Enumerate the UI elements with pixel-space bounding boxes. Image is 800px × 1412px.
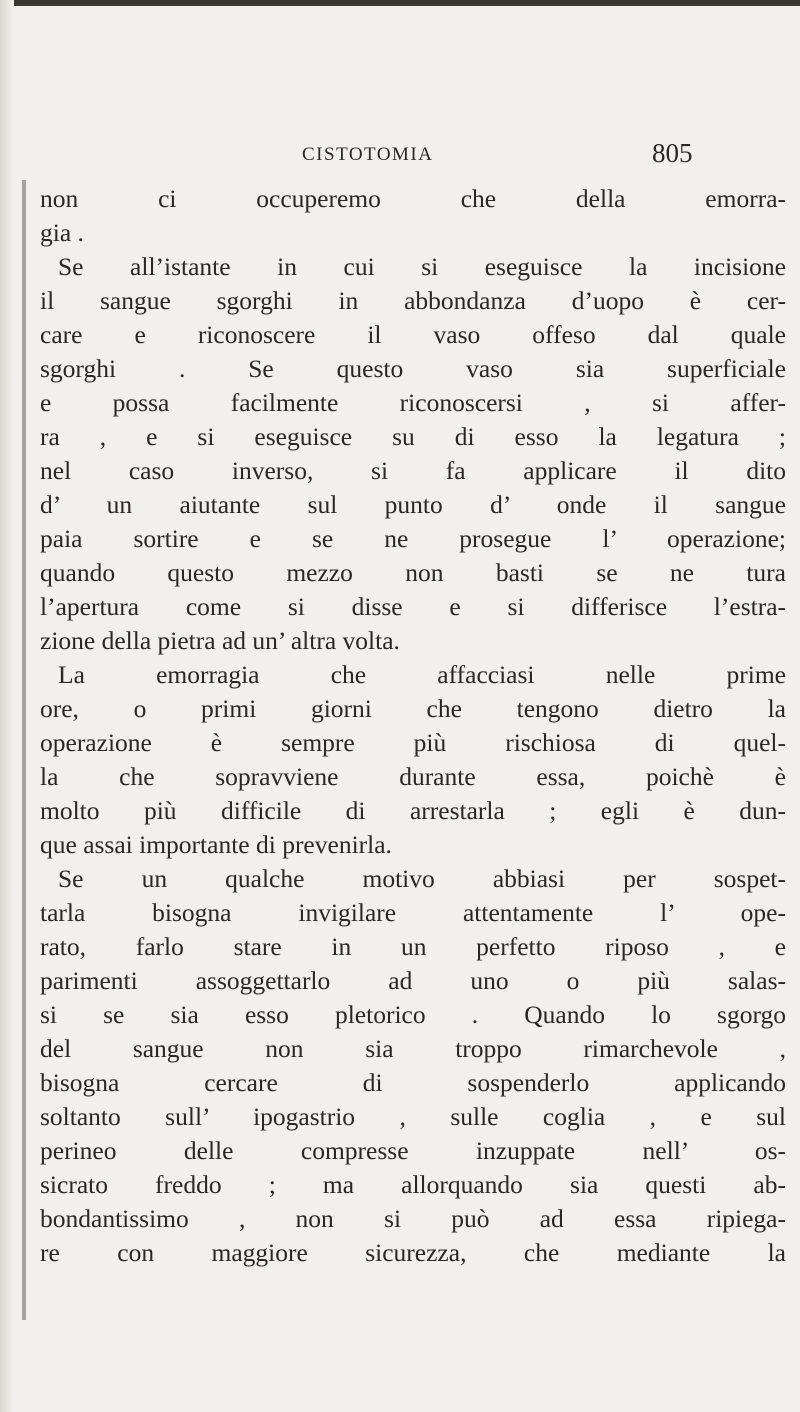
text-line: ore, o primi giorni che tengono dietro la (40, 694, 786, 723)
text-line: nel caso inverso, si fa applicare il dito (40, 456, 786, 485)
text-line: non ci occuperemo che della emorra- (40, 184, 786, 213)
running-head: CISTOTOMIA (302, 144, 434, 165)
text-line: ra , e si eseguisce su di esso la legatura ; (40, 422, 786, 451)
text-line: la che sopravviene durante essa, poichè è (40, 762, 786, 791)
text-line: bisogna cercare di sospenderlo applicando (40, 1068, 786, 1097)
text-line: molto più difficile di arrestarla ; egli è dun- (40, 796, 786, 825)
text-line: l’apertura come si disse e si differisce l’estra- (40, 592, 786, 621)
text-line: sgorghi . Se questo vaso sia superficiale (40, 354, 786, 383)
text-line: e possa facilmente riconoscersi , si affer- (40, 388, 786, 417)
text-line: perineo delle compresse inzuppate nell’ os- (40, 1136, 786, 1165)
text-line: operazione è sempre più rischiosa di quel- (40, 728, 786, 757)
body-text (40, 182, 786, 1270)
text-line: parimenti assoggettarlo ad uno o più salas- (40, 966, 786, 995)
text-line: care e riconoscere il vaso offeso dal quale (40, 320, 786, 349)
text-line: si se sia esso pletorico . Quando lo sgorgo (40, 1000, 786, 1029)
text-line: Se un qualche motivo abbiasi per sospet- (58, 864, 786, 893)
text-line: Se all’istante in cui si eseguisce la incisione (58, 252, 786, 281)
text-line: tarla bisogna invigilare attentamente l’ ope- (40, 898, 786, 927)
text-line: d’ un aiutante sul punto d’ onde il sangue (40, 490, 786, 519)
page-binding-edge (0, 0, 14, 1412)
text-line: rato, farlo stare in un perfetto riposo , e (40, 932, 786, 961)
text-line: zione della pietra ad un’ altra volta. (40, 626, 400, 655)
text-line: quando questo mezzo non basti se ne tura (40, 558, 786, 587)
page-header (0, 138, 800, 174)
text-line: il sangue sgorghi in abbondanza d’uopo è cer- (40, 286, 786, 315)
page-number: 805 (652, 138, 693, 168)
text-line: paia sortire e se ne prosegue l’ operazione; (40, 524, 786, 553)
text-line: sicrato freddo ; ma allorquando sia questi ab- (40, 1170, 786, 1199)
text-line: gia . (40, 218, 84, 247)
page-top-edge (0, 0, 800, 6)
text-line: bondantissimo , non si può ad essa ripiega- (40, 1204, 786, 1233)
text-line: del sangue non sia troppo rimarchevole , (40, 1034, 786, 1063)
text-line: re con maggiore sicurezza, che mediante la (40, 1238, 786, 1267)
text-line: soltanto sull’ ipogastrio , sulle coglia , e sul (40, 1102, 786, 1131)
text-line: que assai importante di prevenirla. (40, 830, 392, 859)
text-line: La emorragia che affacciasi nelle prime (58, 660, 786, 689)
gutter-shadow (22, 180, 26, 1320)
